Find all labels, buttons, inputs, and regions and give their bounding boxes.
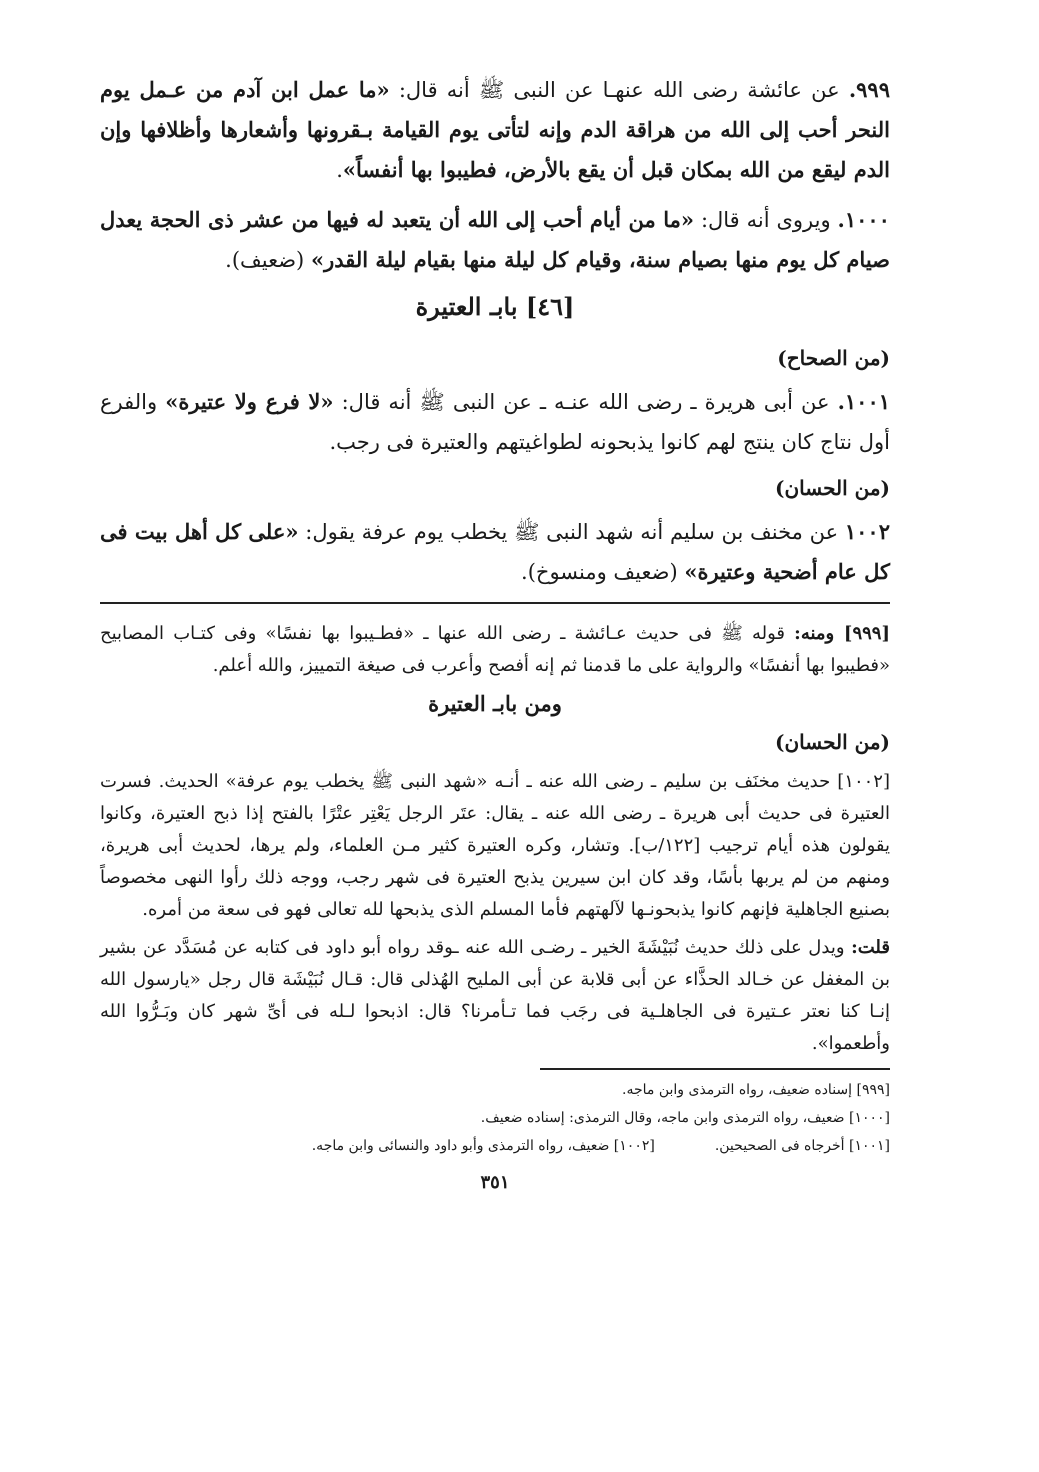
hadith-quote: «لا فرع ولا عتيرة»	[165, 389, 334, 414]
commentary-divider	[100, 602, 890, 604]
hadith-intro: عن عائشة رضى الله عنهـا عن النبى ﷺ أنه قال:	[398, 78, 840, 102]
footnote-1001: [١٠٠١] أخرجاه فى الصحيحين.	[714, 1138, 890, 1154]
qult-text: ويدل على ذلك حديث نُبَيْشَةَ الخير ـ رضـى الله عنه ـوقد رواه أبو داود فى كتابه عن مُسَدَّد عن بشير بن المغفل عن خـالد الحذَّاء عن أبى قلابة عن أبى المليح الهُذلى قال: قـال نُبَيْشَة قال رجل «يارسول الله إنـا كنا نعتر عـتيرة فى الجاهلـية فى رجَب فما تـأمرنا؟ قال: اذبحوا لـله فى أىِّ شهر كان وبَـرُّوا الله وأطعموا».	[100, 937, 890, 1054]
commentary-section-heading: (من الحسان)	[774, 730, 890, 754]
footnote-1002: [١٠٠٢] ضعيف، رواه الترمذى وأبو داود والنسائى وابن ماجه.	[311, 1138, 655, 1154]
hadith-grade: (ضعيف).	[225, 248, 305, 272]
hadith-intro: عن أبى هريرة ـ رضى الله عنـه ـ عن النبى ﷺ أنه قال:	[341, 390, 830, 414]
hadith-intro: ويروى أنه قال:	[700, 208, 831, 232]
page-content	[100, 70, 890, 1193]
hadith-quote: «ما عمل ابن آدم من عـمل يوم النحر أحب إلى الله من هراقة الدم وإنه لتأتى يوم القيامة بـقرونها وأشعارها وأظلافها وإن الدم ليقع من الله بمكان قبل أن يقع بالأرض، فطيبوا بها أنفساً»	[100, 77, 890, 182]
commentary-text: قوله ﷺ فى حديث عـائشة ـ رضى الله عنها ـ «فطـيبوا بها نفسًا» وفى كتـاب المصابيح «فطيبوا بها أنفسًا» والرواية على ما قدمنا ثم إنه أفصح وأعرب فى صيغة التمييز، والله أعلم.	[100, 623, 890, 676]
qult-label: قلت:	[851, 937, 890, 958]
hadith-1002	[100, 512, 890, 592]
hadith-quote: «على كل أهل بيت فى كل عام أضحية وعتيرة»	[100, 519, 890, 584]
hadith-number: ١٠٠١.	[837, 389, 891, 414]
hadith-999	[100, 70, 890, 190]
commentary-chapter-heading: ومن بابـ العتيرة	[428, 691, 562, 716]
hadith-number: ٩٩٩.	[848, 77, 890, 102]
footnote-row	[100, 1132, 890, 1160]
hadith-number: ١٠٠٠.	[837, 207, 890, 232]
hadith-number: ١٠٠٢	[844, 519, 890, 544]
commentary-ref: [٩٩٩] ومنه:	[794, 623, 890, 644]
commentary-1002: [١٠٠٢] حديث مخنَف بن سليم ـ رضى الله عنه ـ أنـه «شهد النبى ﷺ يخطب يوم عرفة» الحديث. فسرت العتيرة فى حديث أبى هريرة ـ رضى الله عنه ـ يقال: عتَر الرجل يَعْتِر عتْرًا بالفتح إذا ذبح العتيرة، وكانوا يقولون هذه أيام ترجيب [١٢٢/ب]. وتشار، وكره العتيرة كثير مـن العلماء، ولم يرها، لحديث أبى هريرة، ومنهم من لم يربها بأسًا، وقد كان ابن سيرين يذبح العتيرة فى شهر رجب، ووجه ذلك رأوا النهى مخصوصاً بصنيع الجاهلية فإنهم كانوا يذبحونـها لآلهتهم فأما المسلم الذى يذبحها لله تعالى فهو فى سعة من أمره.	[100, 771, 891, 920]
section-heading-hasan: (من الحسان)	[774, 476, 890, 500]
hadith-1000	[100, 200, 890, 280]
hadith-grade: (ضعيف ومنسوخ).	[521, 560, 678, 584]
footnote-1000: [١٠٠٠] ضعيف، رواه الترمذى وابن ماجه، وقال الترمذى: إسناده ضعيف.	[480, 1110, 890, 1126]
commentary-qult	[100, 932, 890, 1060]
section-heading-sahih: (من الصحاح)	[777, 346, 890, 370]
hadith-1001	[100, 382, 890, 462]
footnote-divider	[540, 1068, 890, 1070]
page-number: ٣٥١	[480, 1172, 510, 1193]
hadith-rest: والفرع أول نتاج كان ينتج لهم كانوا يذبحونه لطواغيتهم والعتيرة فى رجب.	[100, 390, 890, 454]
footnote-999: [٩٩٩] إسناده ضعيف، رواه الترمذى وابن ماجه.	[622, 1082, 890, 1098]
commentary-999	[100, 618, 890, 682]
hadith-intro: عن مخنف بن سليم أنه شهد النبى ﷺ يخطب يوم عرفة يقول:	[305, 520, 839, 544]
chapter-title: [٤٦] بابـ العتيرة	[415, 292, 575, 321]
hadith-quote: «ما من أيام أحب إلى الله أن يتعبد له فيها من عشر ذى الحجة يعدل صيام كل يوم منها بصيام سنة، وقيام كل ليلة منها بقيام ليلة القدر»	[100, 207, 890, 272]
hadith-end: .	[336, 158, 343, 182]
